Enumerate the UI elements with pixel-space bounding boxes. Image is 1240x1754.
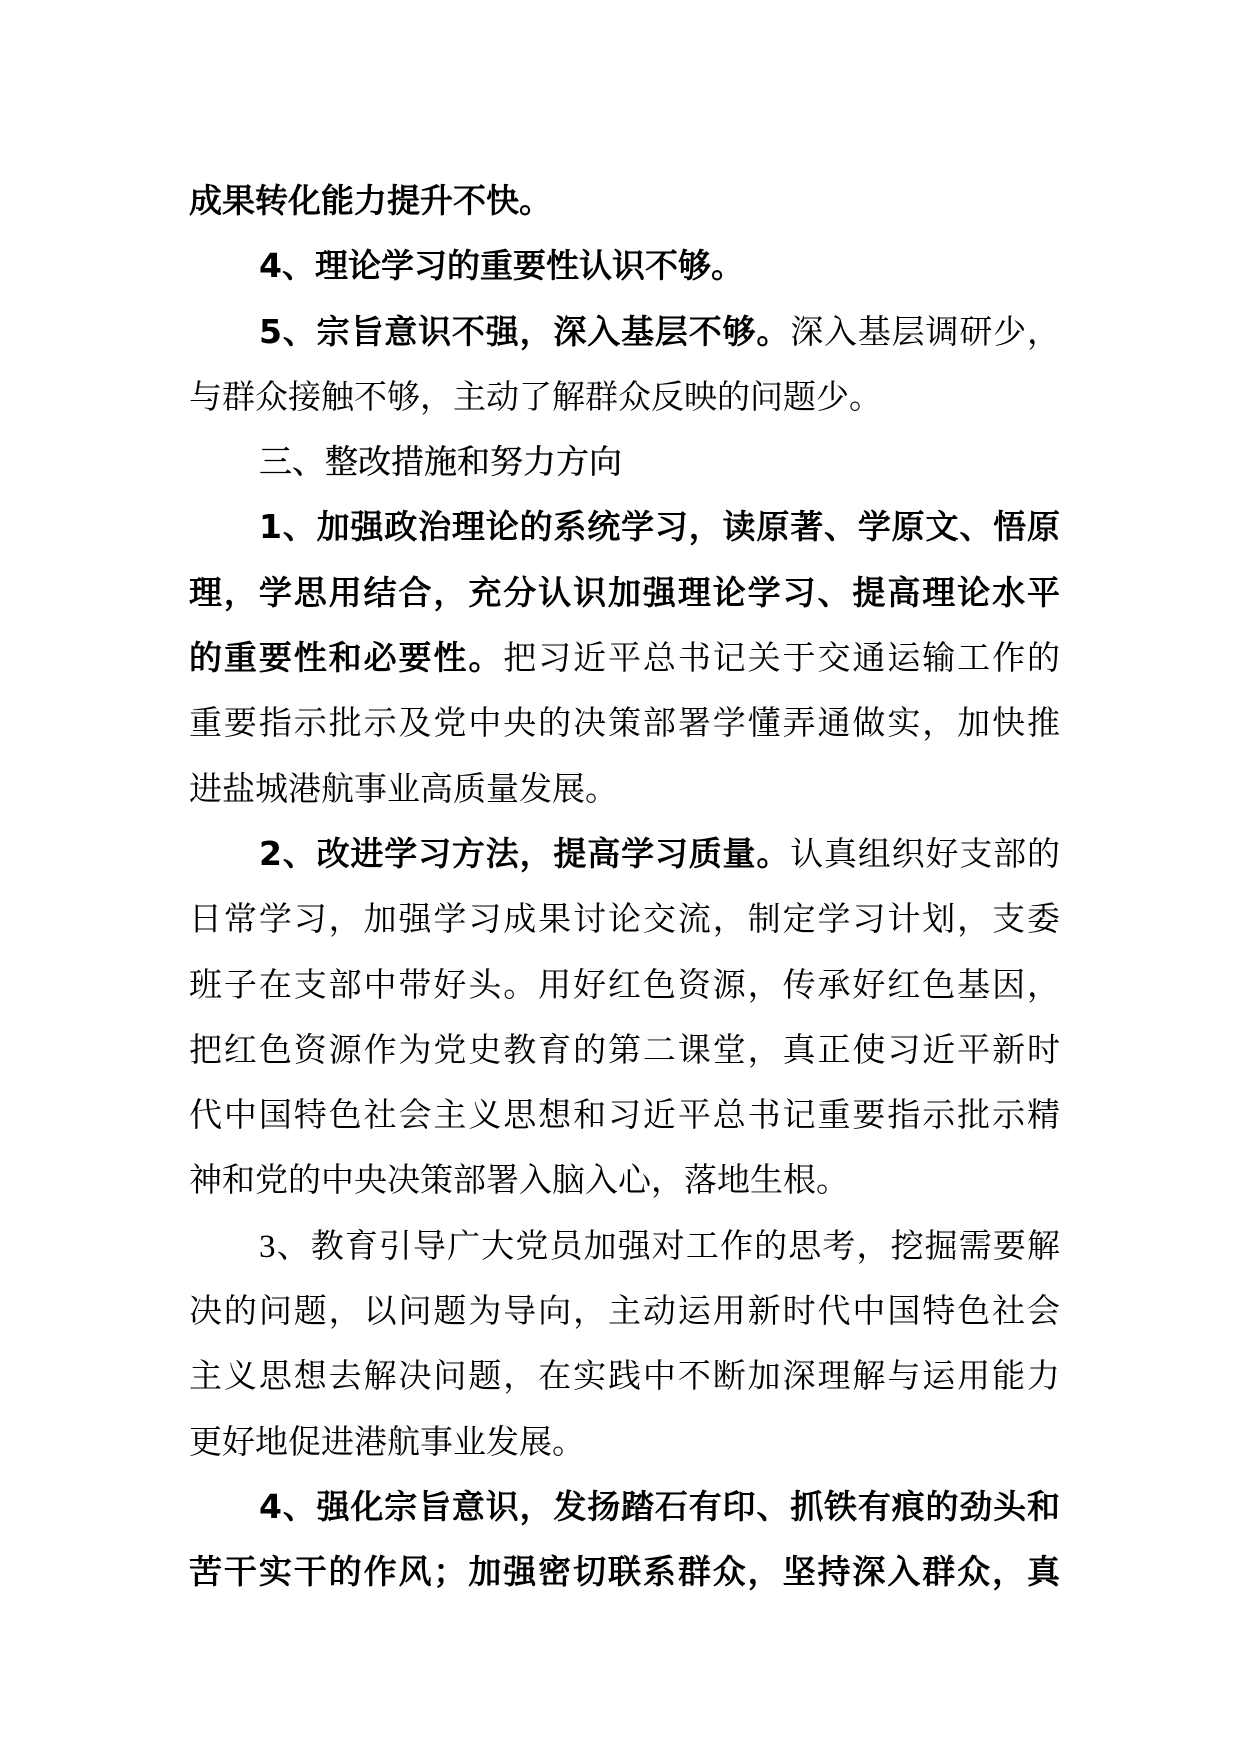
bold-lead-text: 4、理论学习的重要性认识不够。: [259, 246, 744, 286]
body-text: 代中国特色社会主义思想和习近平总书记重要指示批示精: [189, 1095, 1060, 1135]
paragraph-line: [189, 756, 1060, 821]
paragraph-line: [189, 494, 1060, 559]
paragraph: [189, 168, 1060, 233]
paragraph: [189, 299, 1060, 430]
paragraph-line: [189, 233, 1060, 298]
paragraph-line: [189, 364, 1060, 429]
paragraph: [189, 233, 1060, 298]
section-heading-text: 三、整改措施和努力方向: [259, 442, 622, 482]
document-body: [189, 168, 1060, 1605]
body-text: 更好地促进港航事业发展。: [189, 1421, 585, 1461]
paragraph-line: [189, 560, 1060, 625]
body-text: 认真组织好支部的: [790, 833, 1060, 873]
paragraph: [189, 494, 1060, 820]
paragraph-line: [189, 821, 1060, 886]
body-text: 深入基层调研少，: [790, 311, 1060, 351]
paragraph-line: [189, 1409, 1060, 1474]
body-text: 日常学习，加强学习成果讨论交流，制定学习计划，支委: [189, 899, 1060, 939]
body-text: 、教育引导广大党员加强对工作的思考，挖掘需要解: [275, 1225, 1060, 1265]
paragraph-line: [189, 1474, 1060, 1539]
paragraph: [189, 821, 1060, 1213]
section-heading: [189, 429, 1060, 494]
body-text: 与群众接触不够，主动了解群众反映的问题少。: [189, 376, 882, 416]
body-text: 神和党的中央决策部署入脑入心，落地生根。: [189, 1160, 849, 1200]
paragraph-line: [189, 429, 1060, 494]
paragraph-line: [189, 952, 1060, 1017]
bold-lead-text: 苦干实干的作风；加强密切联系群众，坚持深入群众，真: [189, 1552, 1060, 1592]
paragraph-line: [189, 625, 1060, 690]
paragraph-line: [189, 1082, 1060, 1147]
body-text: 班子在支部中带好头。用好红色资源，传承好红色基因，: [189, 964, 1060, 1004]
bold-lead-text: 成果转化能力提升不快。: [189, 181, 552, 220]
body-text: 把红色资源作为党史教育的第二课堂，真正使习近平新时: [189, 1029, 1060, 1069]
body-text: 把习近平总书记关于交通运输工作的: [503, 638, 1060, 678]
bold-lead-text: 理，学思用结合，充分认识加强理论学习、提高理论水平: [189, 572, 1060, 612]
paragraph: [189, 1213, 1060, 1474]
body-text: 重要指示批示及党中央的决策部署学懂弄通做实，加快推: [189, 703, 1060, 743]
bold-lead-text: 5、宗旨意识不强，深入基层不够。: [259, 311, 791, 351]
body-text: 进盐城港航事业高质量发展。: [189, 768, 618, 808]
bold-lead-text: 1、加强政治理论的系统学习，读原著、学原文、悟原: [259, 507, 1060, 547]
body-text: 主义思想去解决问题，在实践中不断加深理解与运用能力: [189, 1356, 1060, 1396]
paragraph-line: [189, 690, 1060, 755]
paragraph-line: [189, 1147, 1060, 1212]
paragraph-line: [189, 1278, 1060, 1343]
paragraph-line: [189, 1213, 1060, 1278]
paragraph-line: [189, 886, 1060, 951]
bold-lead-text: 的重要性和必要性。: [189, 638, 504, 678]
paragraph: [189, 1474, 1060, 1605]
paragraph-line: [189, 299, 1060, 364]
body-text: 决的问题，以问题为导向，主动运用新时代中国特色社会: [189, 1291, 1060, 1331]
paragraph-line: [189, 1017, 1060, 1082]
bold-lead-text: 4、强化宗旨意识，发扬踏石有印、抓铁有痕的劲头和: [259, 1486, 1060, 1526]
paragraph-line: [189, 1343, 1060, 1408]
paragraph-line: [189, 168, 1060, 233]
bold-lead-text: 2、改进学习方法，提高学习质量。: [259, 833, 791, 873]
paragraph-line: [189, 1539, 1060, 1604]
list-number: 3: [259, 1228, 276, 1265]
